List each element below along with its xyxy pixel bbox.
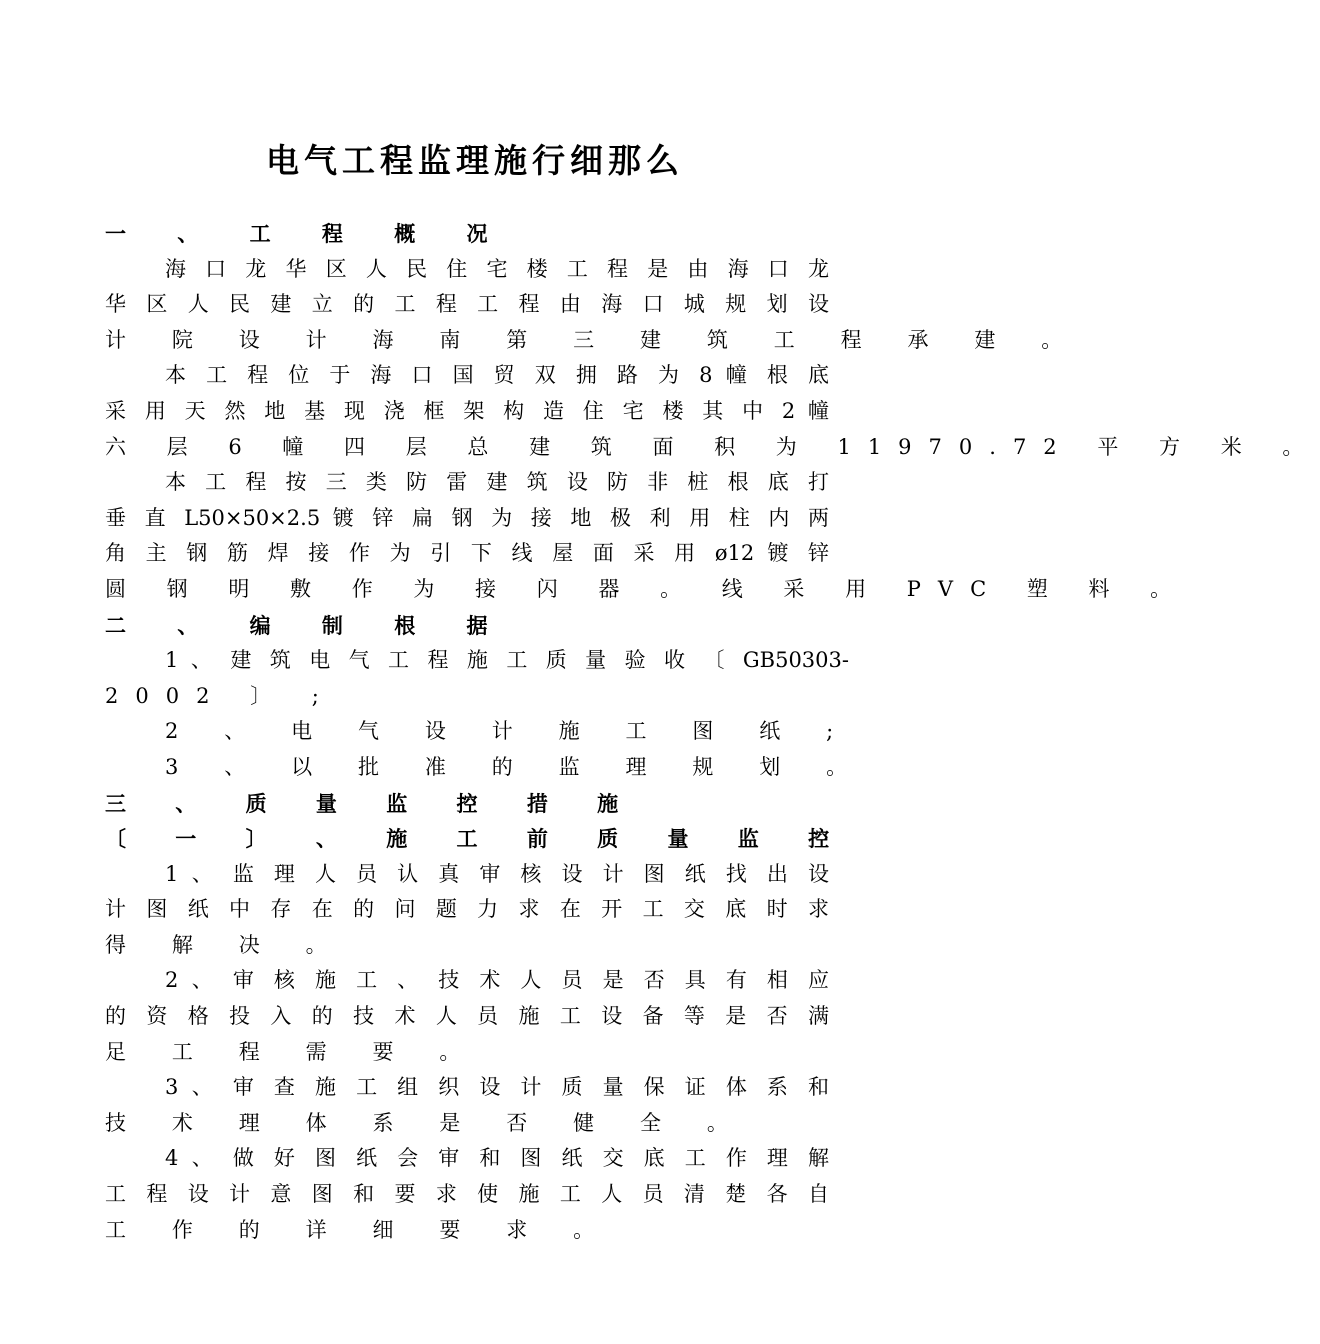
list-item: 2 、 审 核 施 工 、 技 术 人 员 是 否 具 有 相 应 (165, 968, 829, 993)
paragraph-line: 技 术 理 体 系 是 否 健 全 。 (105, 1110, 748, 1135)
paragraph-line: 采 用 天 然 地 基 现 浇 框 架 构 造 住 宅 楼 其 中 2 幢 (105, 398, 829, 423)
paragraph-line: 垂 直 L50×50×2.5 镀 锌 扁 钢 为 接 地 极 利 用 柱 内 两 (105, 505, 829, 530)
paragraph-line: 得 解 决 。 (105, 932, 347, 957)
document-title: 电气工程监理施行细那么 (266, 141, 684, 180)
section-heading-basis: 二 、 编 制 根 据 (105, 612, 510, 638)
document-body (105, 216, 1320, 1248)
paragraph-line: 的 资 格 投 入 的 技 术 人 员 施 工 设 备 等 是 否 满 (105, 1004, 829, 1029)
paragraph-line: 工 作 的 详 细 要 求 。 (105, 1217, 614, 1242)
subsection-heading-pre-construction: 〔 一 〕 、 施 工 前 质 量 监 控 (105, 826, 851, 852)
list-item: 1 、 建 筑 电 气 工 程 施 工 质 量 验 收 〔 GB50303- (165, 648, 849, 673)
list-item: 1 、 监 理 人 员 认 真 审 核 设 计 图 纸 找 出 设 (165, 861, 829, 886)
paragraph-line: 本 工 程 位 于 海 口 国 贸 双 拥 路 为 8 幢 根 底 (165, 363, 829, 388)
list-item: 4 、 做 好 图 纸 会 审 和 图 纸 交 底 工 作 理 解 (165, 1146, 829, 1171)
paragraph-line: 本 工 程 按 三 类 防 雷 建 筑 设 防 非 桩 根 底 打 (165, 470, 829, 495)
paragraph-line: 计 图 纸 中 存 在 的 问 题 力 求 在 开 工 交 底 时 求 (105, 897, 829, 922)
paragraph-line: 海 口 龙 华 区 人 民 住 宅 楼 工 程 是 由 海 口 龙 (165, 256, 829, 281)
list-item-continuation: 2002 〕 ; (105, 683, 336, 708)
section-heading-quality-control: 三 、 质 量 监 控 措 施 (105, 790, 640, 816)
paragraph-line: 六 层 6 幢 四 层 总 建 筑 面 积 为 11970.72 平 方 米 。 (105, 434, 1320, 459)
list-item: 3 、 以 批 准 的 监 理 规 划 。 (165, 754, 867, 779)
paragraph-line: 计 院 设 计 海 南 第 三 建 筑 工 程 承 建 。 (105, 327, 1082, 352)
paragraph-line: 圆 钢 明 敷 作 为 接 闪 器 。 线 采 用 PVC 塑 料 。 (105, 576, 1189, 601)
section-heading-overview: 一 、 工 程 概 况 (105, 221, 510, 246)
paragraph-line: 工 程 设 计 意 图 和 要 求 使 施 工 人 员 清 楚 各 自 (105, 1182, 829, 1207)
list-item: 3 、 审 查 施 工 组 织 设 计 质 量 保 证 体 系 和 (165, 1075, 829, 1100)
list-item: 2 、 电 气 设 计 施 工 图 纸 ; (165, 719, 853, 744)
paragraph-line: 角 主 钢 筋 焊 接 作 为 引 下 线 屋 面 采 用 ø12 镀 锌 (105, 541, 829, 566)
paragraph-line: 华 区 人 民 建 立 的 工 程 工 程 由 海 口 城 规 划 设 (105, 292, 829, 317)
paragraph-line: 足 工 程 需 要 。 (105, 1039, 480, 1064)
